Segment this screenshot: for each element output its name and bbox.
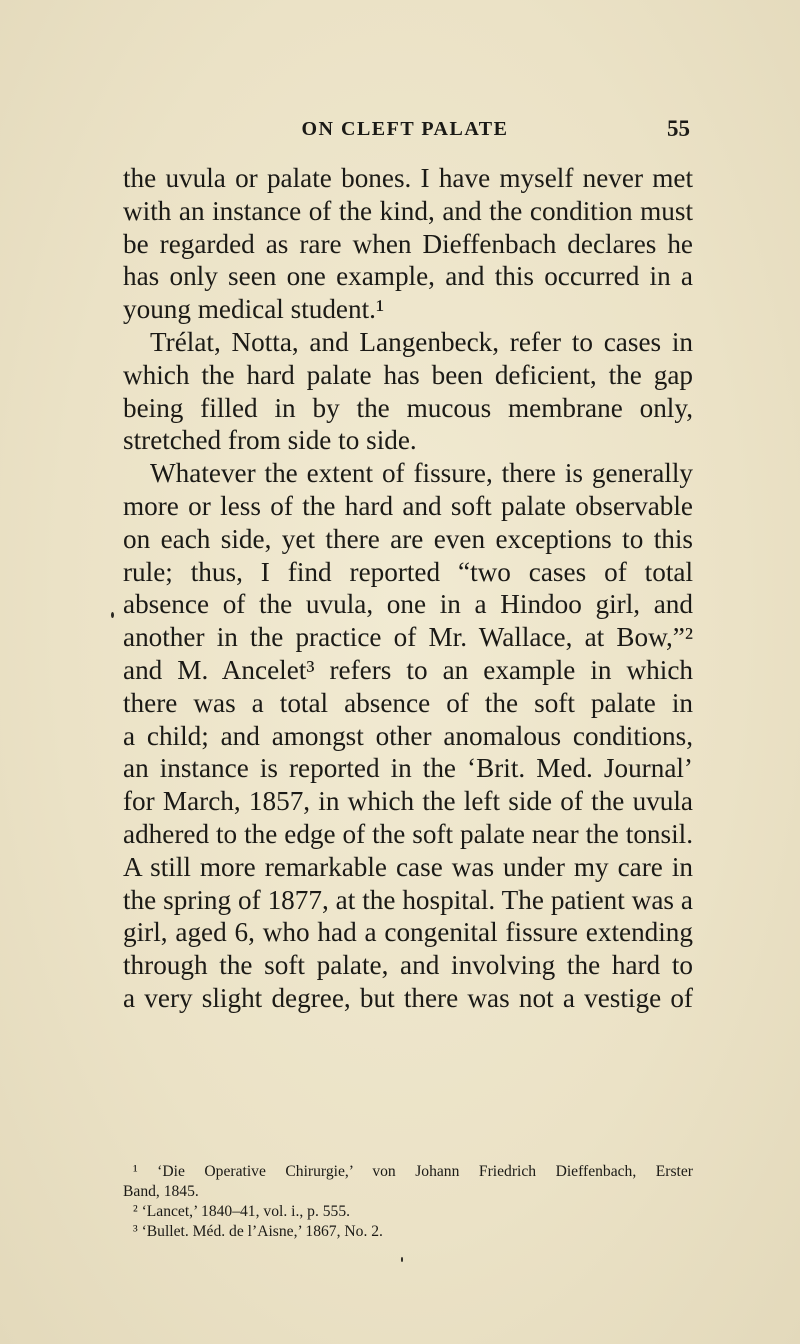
- text-line: a child; and amongst other anomalous conditions,: [123, 720, 693, 751]
- text-line: more or less of the hard and soft palate observable: [123, 490, 693, 521]
- text-line: girl, aged 6, who had a congenital fissure extending: [123, 917, 693, 948]
- text-line: another in the practice of Mr. Wallace, at Bow,”²: [123, 622, 693, 653]
- text-line: which the hard palate has been deficient, the gap: [123, 359, 693, 390]
- body-text: [123, 162, 693, 1015]
- text-line: A still more remarkable case was under my care in: [123, 851, 693, 882]
- text-line: on each side, yet there are even exceptions to this: [123, 523, 693, 554]
- print-speck: [401, 1257, 403, 1262]
- print-speck: [111, 612, 114, 618]
- text-line: through the soft palate, and involving the hard to: [123, 950, 693, 981]
- footnote-1-continued: Band, 1845.: [123, 1183, 199, 1200]
- text-line: for March, 1857, in which the left side of the uvula: [123, 786, 693, 817]
- running-head-title: ON CLEFT PALATE: [301, 118, 509, 140]
- text-line: a very slight degree, but there was not a vestige of: [123, 982, 693, 1013]
- footnote-1: ¹ ‘Die Operative Chirurgie,’ von Johann Friedrich Dieffenbach, Erster: [133, 1163, 693, 1180]
- text-line: an instance is reported in the ‘Brit. Med. Journal’: [123, 753, 693, 784]
- text-line: the spring of 1877, at the hospital. The patient was a: [123, 884, 693, 915]
- text-line: with an instance of the kind, and the condition must: [123, 195, 693, 226]
- text-line: the uvula or palate bones. I have myself never met: [123, 163, 693, 193]
- text-line: absence of the uvula, one in a Hindoo girl, and: [123, 589, 693, 620]
- text-line: adhered to the edge of the soft palate near the tonsil.: [123, 818, 693, 849]
- text-line: Trélat, Notta, and Langenbeck, refer to cases in: [150, 326, 693, 357]
- text-line: there was a total absence of the soft palate in: [123, 687, 693, 718]
- page-number: 55: [667, 116, 690, 141]
- text-line: young medical student.¹: [123, 294, 385, 325]
- running-head: [120, 118, 690, 144]
- footnotes: [123, 1162, 693, 1242]
- text-line: and M. Ancelet³ refers to an example in which: [123, 654, 693, 685]
- text-line: has only seen one example, and this occurred in a: [123, 261, 693, 292]
- text-line: stretched from side to side.: [123, 425, 417, 456]
- text-line: be regarded as rare when Dieffenbach declares he: [123, 228, 693, 259]
- footnote-3: ³ ‘Bullet. Méd. de l’Aisne,’ 1867, No. 2.: [133, 1223, 383, 1240]
- text-line: Whatever the extent of fissure, there is generally: [150, 458, 693, 489]
- text-line: being filled in by the mucous membrane only,: [123, 392, 693, 423]
- footnote-2: ² ‘Lancet,’ 1840–41, vol. i., p. 555.: [133, 1203, 351, 1220]
- text-line: rule; thus, I find reported “two cases of total: [123, 556, 693, 587]
